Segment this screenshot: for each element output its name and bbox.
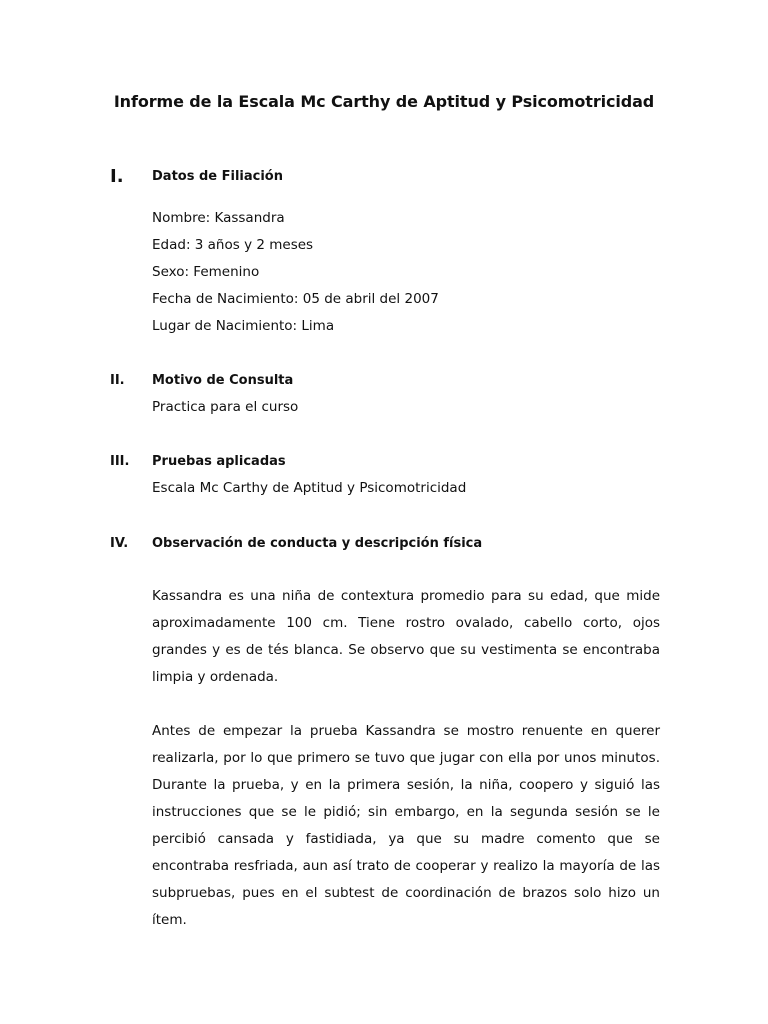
- paragraph-conducta: [152, 718, 660, 934]
- section-1-heading: Datos de Filiación: [152, 169, 283, 184]
- paragraph-line: subpruebas, pues en el subtest de coordinación de brazos solo hizo un: [152, 885, 660, 901]
- field-sexo: Sexo: Femenino: [152, 264, 260, 280]
- field-nombre: Nombre: Kassandra: [152, 210, 285, 226]
- pruebas-text: Escala Mc Carthy de Aptitud y Psicomotricidad: [152, 480, 467, 496]
- section-4-heading: Observación de conducta y descripción física: [152, 536, 483, 551]
- paragraph-line: instrucciones que se le pidió; sin embargo, en la segunda sesión se le: [152, 804, 660, 820]
- section-2-heading: Motivo de Consulta: [152, 373, 294, 388]
- paragraph-line: Antes de empezar la prueba Kassandra se mostro renuente en querer: [152, 723, 660, 739]
- document-title: Informe de la Escala Mc Carthy de Aptitud y Psicomotricidad: [113, 92, 655, 111]
- section-3-heading: Pruebas aplicadas: [152, 454, 286, 469]
- section-2-numeral: II.: [110, 373, 125, 388]
- paragraph-line: ítem.: [152, 912, 187, 928]
- field-edad: Edad: 3 años y 2 meses: [152, 237, 314, 253]
- paragraph-descripcion: [152, 583, 660, 691]
- paragraph-line: encontraba resfriada, aun así trato de cooperar y realizo la mayoría de las: [152, 858, 660, 874]
- paragraph-line: grandes y es de tés blanca. Se observo que su vestimenta se encontraba: [152, 642, 660, 658]
- paragraph-line: aproximadamente 100 cm. Tiene rostro ovalado, cabello corto, ojos: [152, 615, 660, 631]
- section-1-numeral: I.: [110, 166, 124, 187]
- paragraph-line: realizarla, por lo que primero se tuvo que jugar con ella por unos minutos.: [152, 750, 660, 766]
- paragraph-line: Kassandra es una niña de contextura promedio para su edad, que mide: [152, 588, 660, 604]
- paragraph-line: percibió cansada y fastidiada, ya que su madre comento que se: [152, 831, 660, 847]
- field-fecha-nacimiento: Fecha de Nacimiento: 05 de abril del 2007: [152, 291, 439, 307]
- section-3-numeral: III.: [110, 454, 130, 469]
- paragraph-line: Durante la prueba, y en la primera sesión, la niña, coopero y siguió las: [152, 777, 660, 793]
- paragraph-line: limpia y ordenada.: [152, 669, 279, 685]
- field-lugar-nacimiento: Lugar de Nacimiento: Lima: [152, 318, 335, 334]
- section-4-numeral: IV.: [110, 536, 129, 551]
- motivo-text: Practica para el curso: [152, 399, 299, 415]
